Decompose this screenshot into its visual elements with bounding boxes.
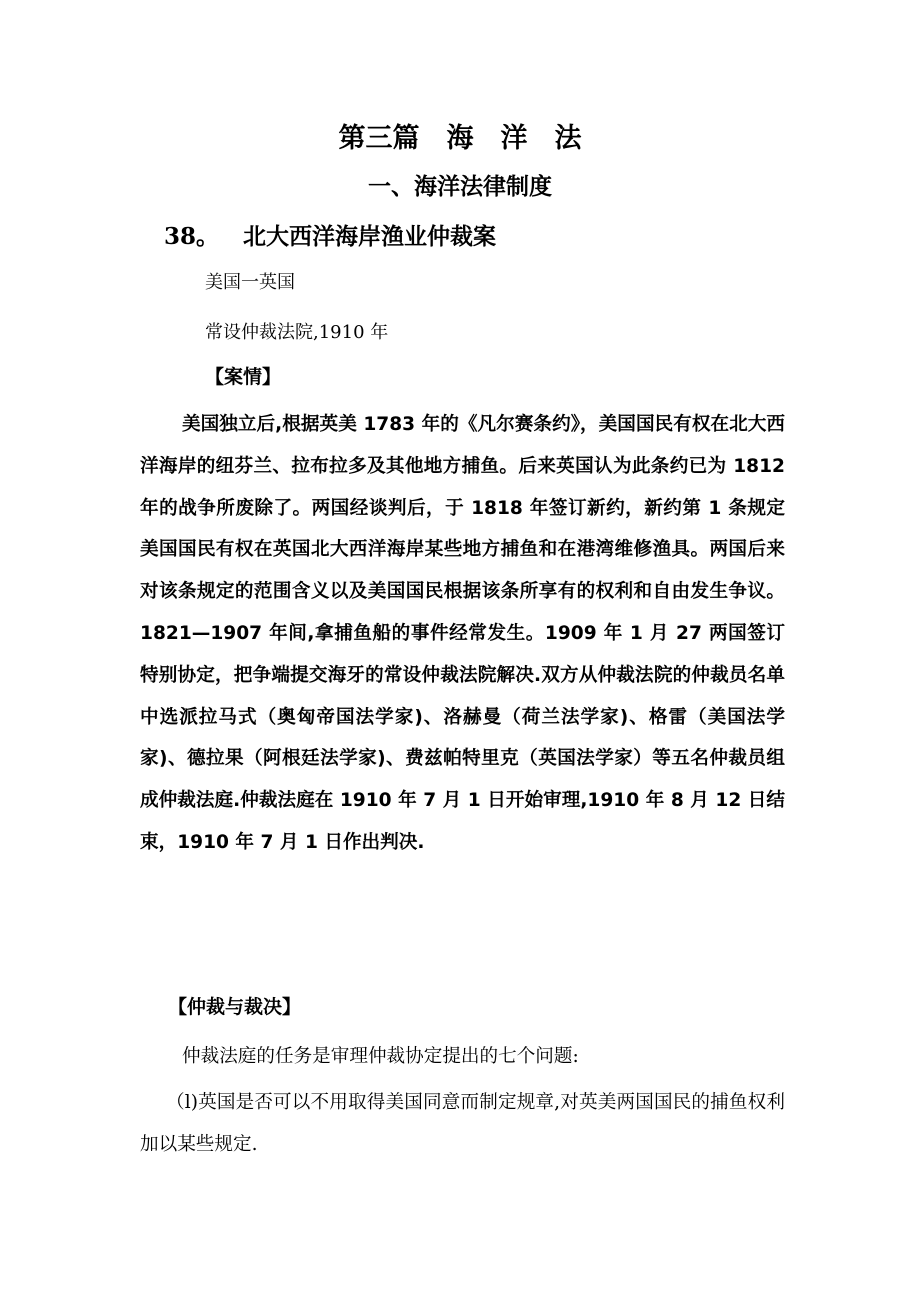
case-parties: 美国一英国 [205, 272, 295, 293]
facts-label: 【案情】 [205, 366, 282, 388]
question-1-paragraph: （l)英国是否可以不用取得美国同意而制定规章,对英美两国国民的捕鱼权利加以某些规定. [140, 1092, 785, 1155]
case-number: 38。 [164, 223, 220, 250]
case-court: 常设仲裁法院,1910 年 [205, 322, 389, 343]
case-name: 北大西洋海岸渔业仲裁案 [243, 223, 497, 250]
ruling-label: 【仲裁与裁决】 [168, 996, 302, 1018]
task-paragraph: 仲裁法庭的任务是审理仲裁协定提出的七个问题: [182, 1046, 579, 1067]
case-heading [164, 218, 496, 251]
section-heading: 一、海洋法律制度 [368, 173, 552, 200]
facts-paragraph: 美国独立后,根据英美 1783 年的《凡尔赛条约》，美国国民有权在北大西洋海岸的纽芬兰、拉布拉多及其他地方捕鱼。后来英国认为此条约已为 1812 年的战争所废除了。两国经谈判后，于 1818 年签订新约，新约第 1 条规定美国国民有权在英国北大西洋海岸某些地方捕鱼和在港湾维修渔具。两国后来对该条规定的范围含义以及美国国民根据该条所享有的权利和自由发生争议。1821—1907 年间,拿捕鱼船的事件经常发生。1909 年 1 月 27 两国签订特别协定，把争端提交海牙的常设仲裁法院解决.双方从仲裁法院的仲裁员名单中选派拉马式（奥匈帝国法学家)、洛赫曼（荷兰法学家)、格雷（美国法学家)、德拉果（阿根廷法学家)、费兹帕特里克（英国法学家）等五名仲裁员组成仲裁法庭.仲裁法庭在 1910 年 7 月 1 日开始审理,1910 年 8 月 12 日结束，1910 年 7 月 1 日作出判决. [140, 414, 785, 853]
part-title: 第三篇 海 洋 法 [338, 123, 582, 154]
